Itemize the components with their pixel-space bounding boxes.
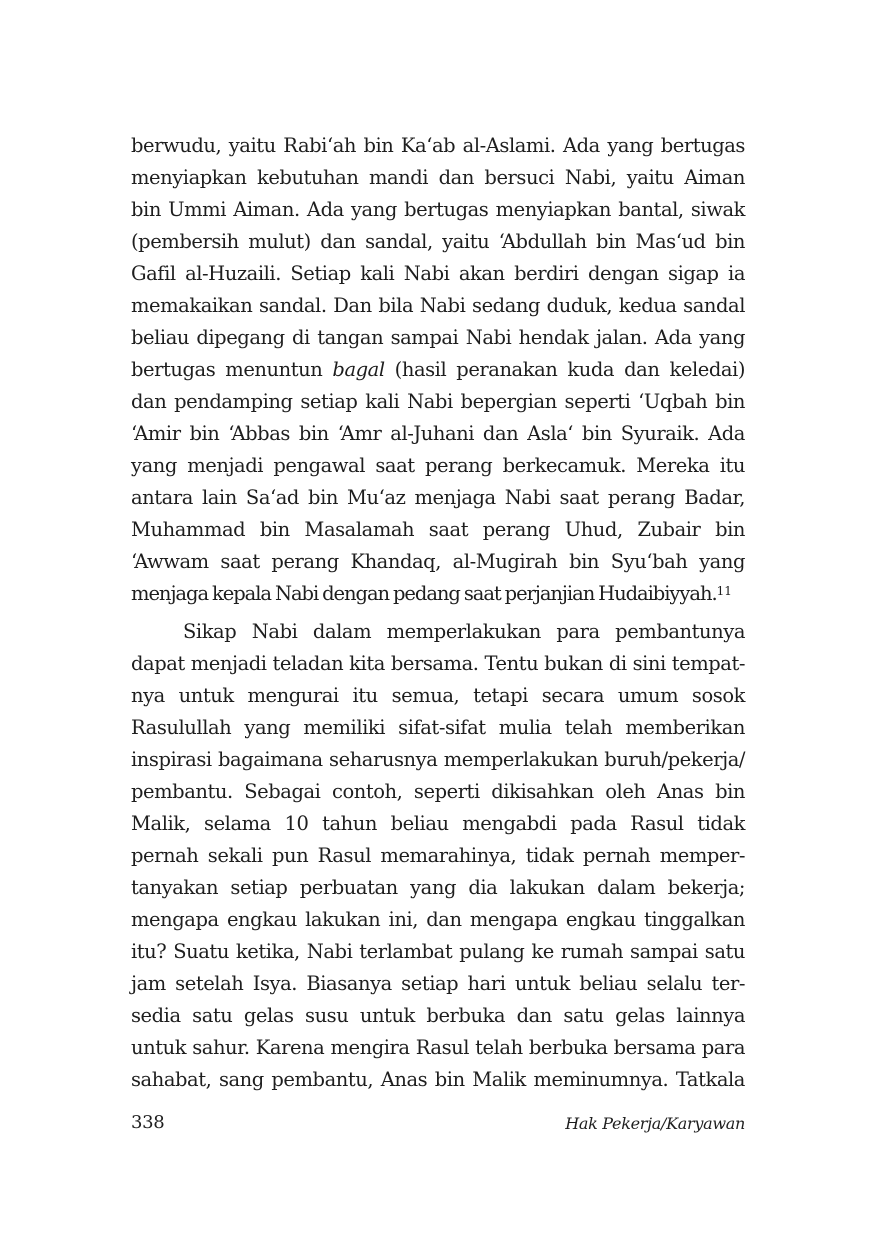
text-line: beliau dipegang di tangan sampai Nabi hendak jalan. Ada yang: [131, 326, 745, 349]
paragraph-2: [131, 616, 745, 1096]
text-line: bin Ummi Aiman. Ada yang bertugas menyiapkan bantal, siwak: [131, 198, 745, 221]
text-line: jam setelah Isya. Biasanya setiap hari untuk beliau selalu ter-: [131, 972, 745, 995]
page-body: [131, 130, 745, 1096]
text-line-last: [131, 578, 745, 610]
text-line: ‘Awwam saat perang Khandaq, al-Mugirah bin Syu‘bah yang: [131, 550, 745, 573]
text-fragment: (hasil peranakan kuda dan keledai): [394, 358, 745, 381]
text-line: pembantu. Sebagai contoh, seperti dikisahkan oleh Anas bin: [131, 780, 745, 803]
text-line: berwudu, yaitu Rabi‘ah bin Ka‘ab al-Aslami. Ada yang bertugas: [131, 134, 745, 157]
text-line-with-italic: [131, 354, 745, 386]
text-line: antara lain Sa‘ad bin Mu‘az menjaga Nabi saat perang Badar,: [131, 486, 745, 509]
text-line: menyiapkan kebutuhan mandi dan bersuci Nabi, yaitu Aiman: [131, 166, 745, 189]
text-line: Sikap Nabi dalam memperlakukan para pembantunya: [183, 620, 745, 643]
text-line: dan pendamping setiap kali Nabi bepergian seperti ‘Uqbah bin: [131, 390, 745, 413]
text-line: Muhammad bin Masalamah saat perang Uhud, Zubair bin: [131, 518, 745, 541]
text-line: itu? Suatu ketika, Nabi terlambat pulang ke rumah sampai satu: [131, 940, 745, 963]
text-line: Rasulullah yang memiliki sifat-sifat mulia telah memberikan: [131, 716, 745, 739]
text-line: mengapa engkau lakukan ini, dan mengapa engkau tinggalkan: [131, 908, 745, 931]
text-line: (pembersih mulut) dan sandal, yaitu ‘Abdullah bin Mas‘ud bin: [131, 230, 745, 253]
text-line: nya untuk mengurai itu semua, tetapi secara umum sosok: [131, 684, 745, 707]
text-line: untuk sahur. Karena mengira Rasul telah berbuka bersama para: [131, 1036, 745, 1059]
text-line: memakaikan sandal. Dan bila Nabi sedang duduk, kedua sandal: [131, 294, 745, 317]
page-footer: [131, 1112, 745, 1138]
text-line: sahabat, sang pembantu, Anas bin Malik meminumnya. Tatkala: [131, 1068, 745, 1091]
text-line: yang menjadi pengawal saat perang berkecamuk. Mereka itu: [131, 454, 745, 477]
italic-term: bagal: [332, 358, 385, 381]
page-number: 338: [131, 1112, 165, 1133]
text-line: sedia satu gelas susu untuk berbuka dan satu gelas lainnya: [131, 1004, 745, 1027]
text-fragment: menjaga kepala Nabi dengan pedang saat perjanjian Hudaibiyyah.: [131, 582, 717, 605]
footnote-reference[interactable]: 11: [716, 584, 732, 598]
text-line: inspirasi bagaimana seharusnya memperlakukan buruh/pekerja/: [131, 748, 745, 771]
text-line: pernah sekali pun Rasul memarahinya, tidak pernah memper-: [131, 844, 745, 867]
text-line: Malik, selama 10 tahun beliau mengabdi pada Rasul tidak: [131, 812, 745, 835]
text-line: dapat menjadi teladan kita bersama. Tentu bukan di sini tempat-: [131, 652, 745, 675]
text-fragment: bertugas menuntun: [131, 358, 323, 381]
text-line: tanyakan setiap perbuatan yang dia lakukan dalam bekerja;: [131, 876, 745, 899]
text-line: Gafil al-Huzaili. Setiap kali Nabi akan berdiri dengan sigap ia: [131, 262, 745, 285]
text-line: ‘Amir bin ‘Abbas bin ‘Amr al-Juhani dan Asla‘ bin Syuraik. Ada: [131, 422, 745, 445]
running-title: Hak Pekerja/Karyawan: [565, 1114, 745, 1133]
paragraph-1: [131, 130, 745, 610]
